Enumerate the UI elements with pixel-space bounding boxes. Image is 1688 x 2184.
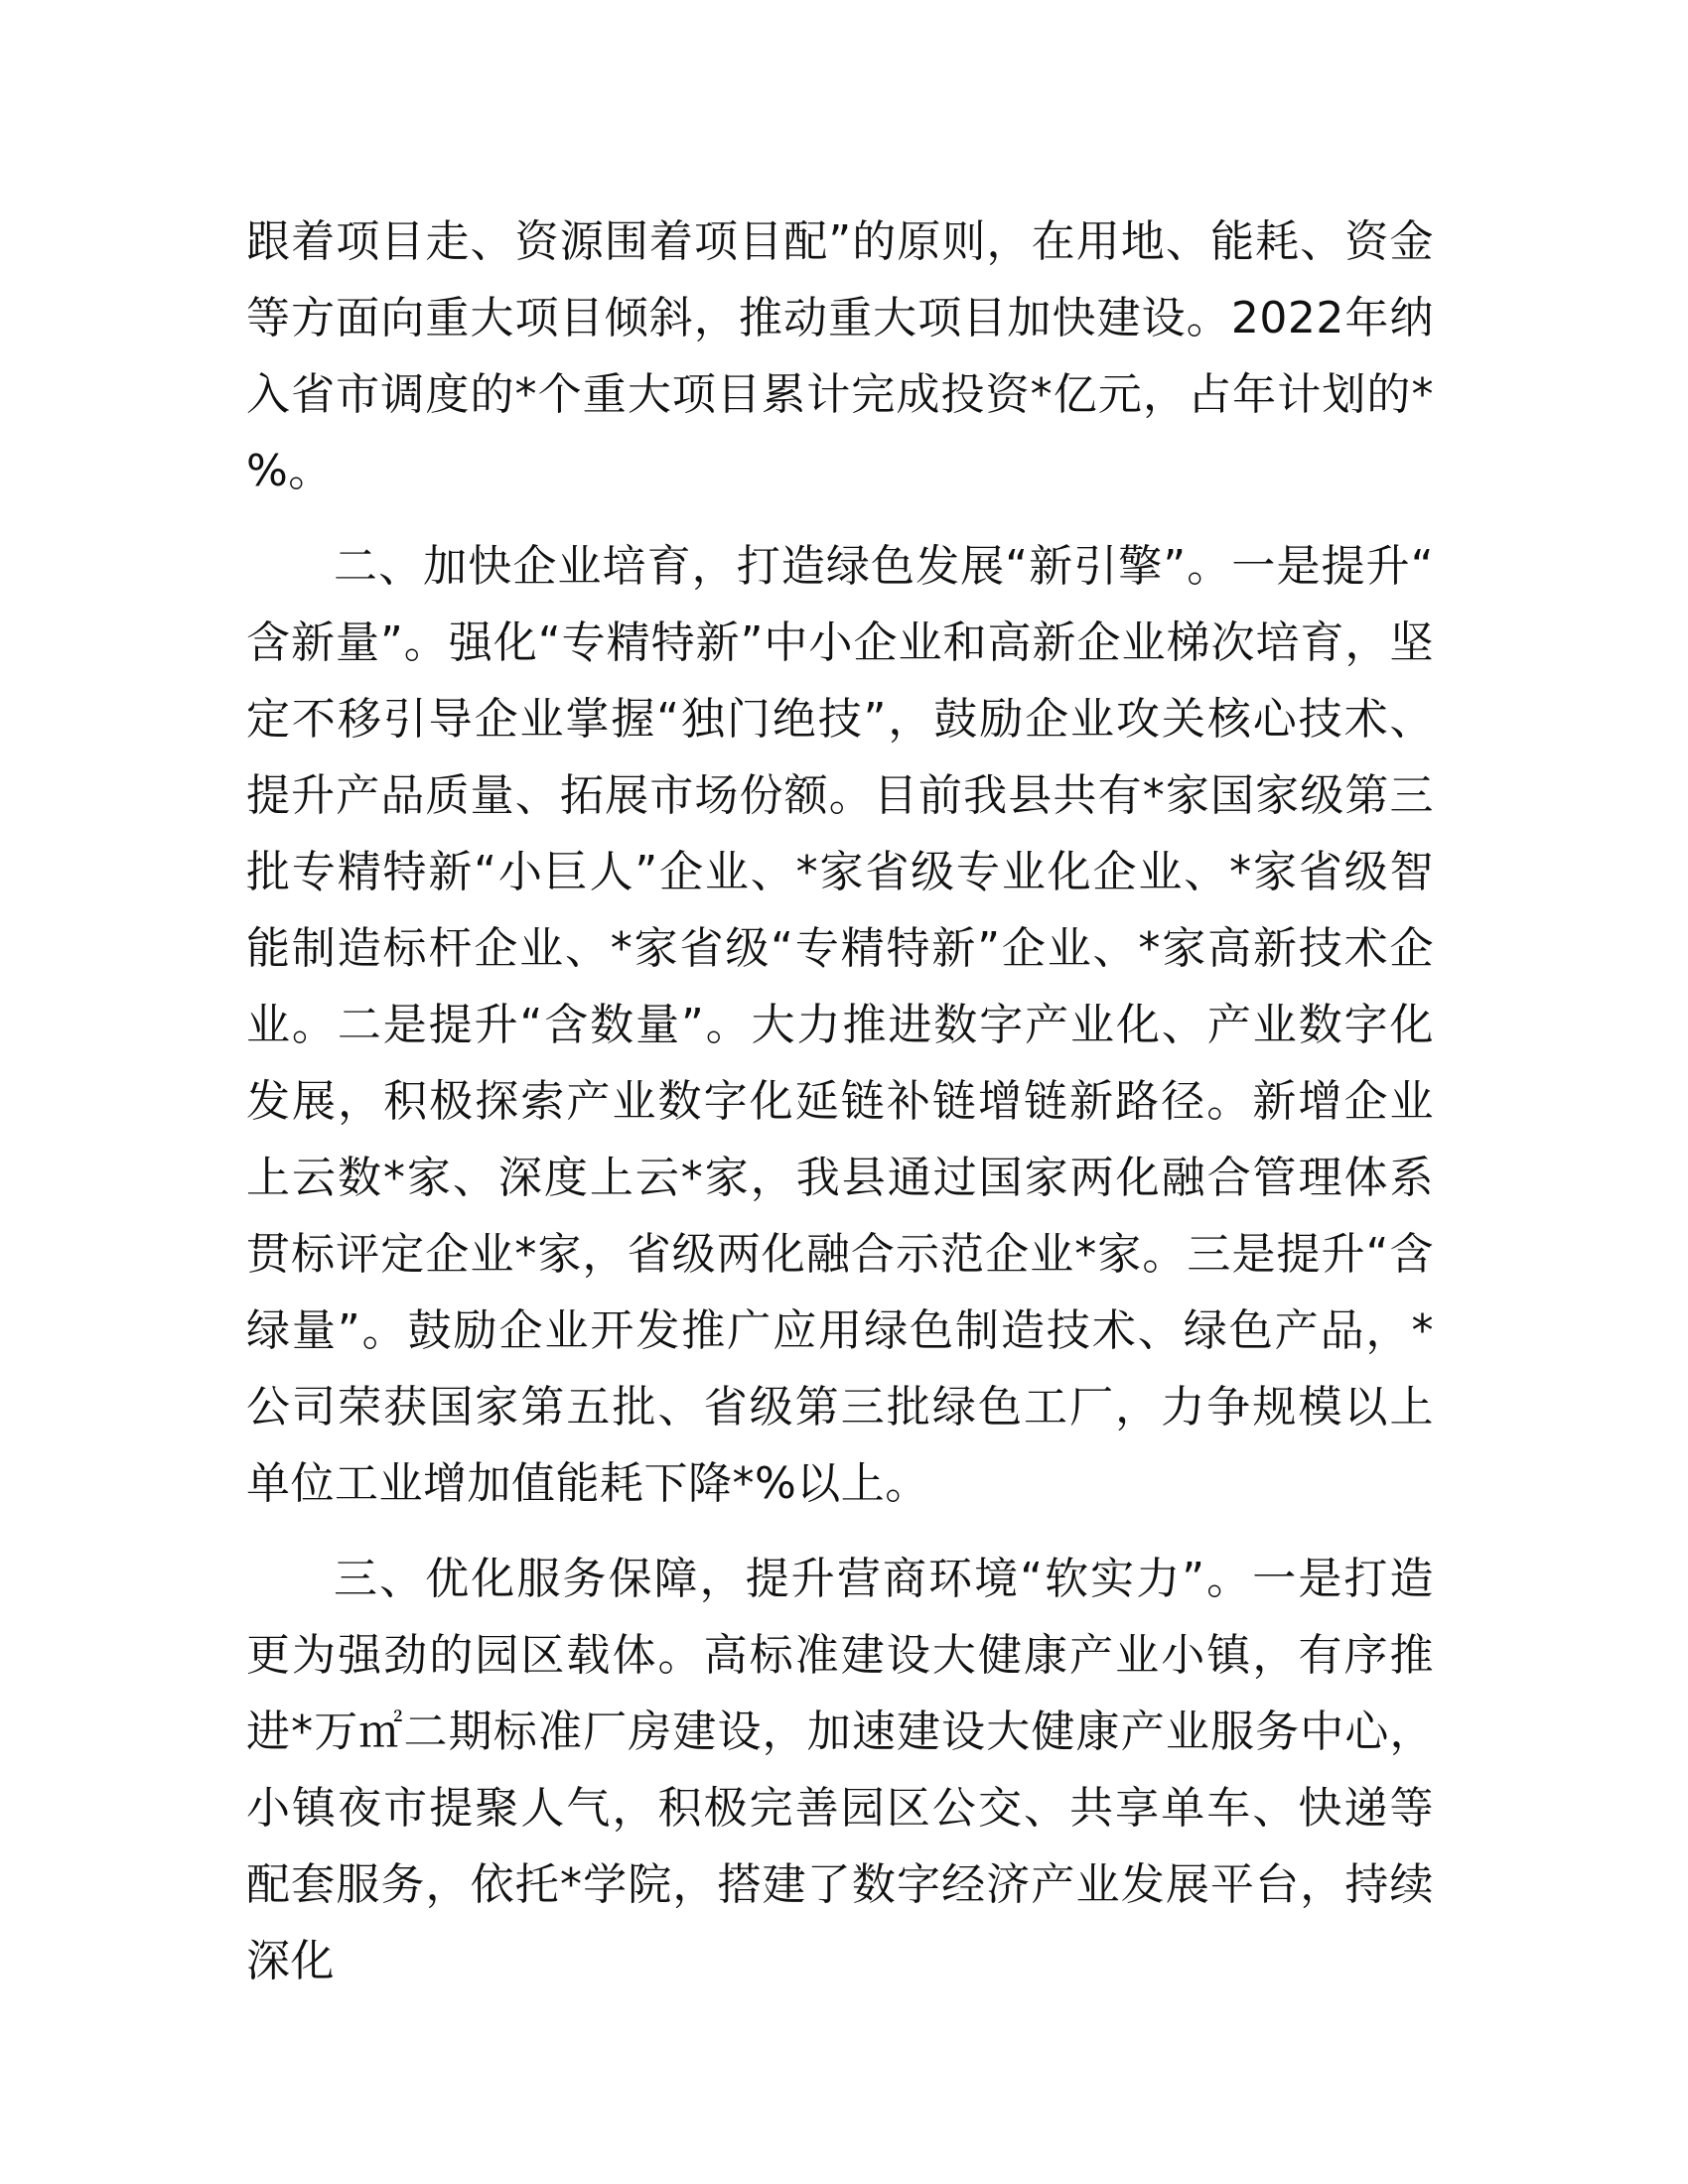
paragraph-enterprise-cultivation: 二、加快企业培育，打造绿色发展“新引擎”。一是提升“含新量”。强化“专精特新”中小企业和高新企业梯次培育，坚定不移引导企业掌握“独门绝技”，鼓励企业攻关核心技术、提升产品质量、拓展市场份额。目前我县共有*家国家级第三批专精特新“小巨人”企业、*家省级专业化企业、*家省级智能制造标杆企业、*家省级“专精特新”企业、*家高新技术企业。二是提升“含数量”。大力推进数字产业化、产业数字化发展，积极探索产业数字化延链补链增链新路径。新增企业上云数*家、深度上云*家，我县通过国家两化融合管理体系贯标评定企业*家，省级两化融合示范企业*家。三是提升“含绿量”。鼓励企业开发推广应用绿色制造技术、绿色产品，*公司荣获国家第五批、省级第三批绿色工厂，力争规模以上单位工业增加值能耗下降*%以上。 [246,541,1434,1509]
paragraph-service-guarantee: 三、优化服务保障，提升营商环境“软实力”。一是打造更为强劲的园区载体。高标准建设大健康产业小镇，有序推进*万㎡二期标准厂房建设，加速建设大健康产业服务中心，小镇夜市提聚人气，积极完善园区公交、共享单车、快递等配套服务，依托*学院，搭建了数字经济产业发展平台，持续深化 [246,1554,1434,1986]
document-body [246,204,1434,2018]
paragraph-project-investment: 跟着项目走、资源围着项目配”的原则，在用地、能耗、资金等方面向重大项目倾斜，推动重大项目加快建设。2022年纳入省市调度的*个重大项目累计完成投资*亿元，占年计划的*%。 [246,216,1434,496]
